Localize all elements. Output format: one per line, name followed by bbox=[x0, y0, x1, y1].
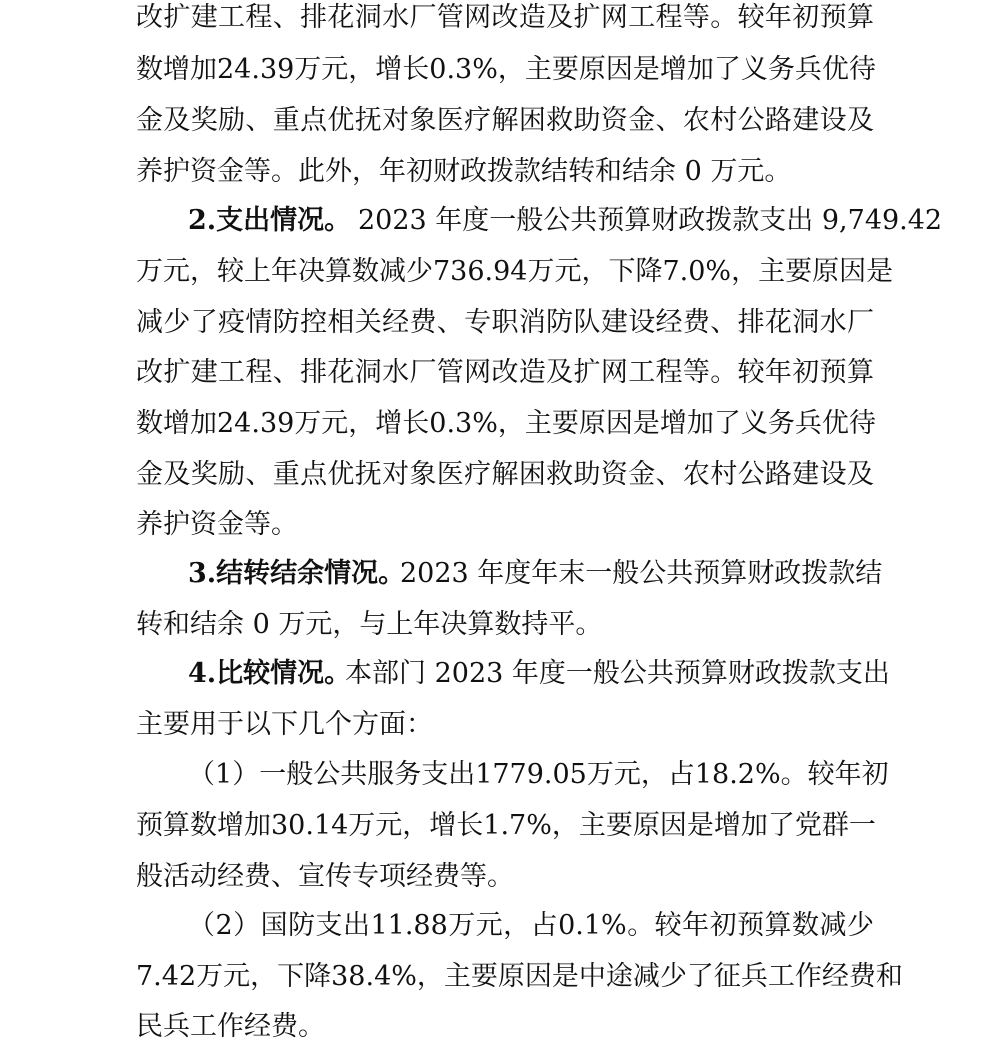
text-line bbox=[0, 252, 1000, 292]
text-line-content: 改 扩 建 工 程 、 排 花 洞 水 厂 管 网 改 造 及 扩 网 工 程 等 。 较 年 初 预 算 bbox=[136, 2, 874, 33]
section-text: 2023 年度一般公共预算财政拨款支出 9,749.42 bbox=[358, 205, 943, 236]
text-line-content: 减 少 了 疫 情 防 控 相 关 经 费 、 专 职 消 防 队 建 设 经 费 、 排 花 洞 水 厂 bbox=[136, 307, 874, 338]
text-line-content: 万 元 ， 较 上 年 决 算 数 减 少 736.94 万 元 ， 下 降 7.0% ， 主 要 原 因 是 bbox=[136, 256, 894, 287]
text-line bbox=[0, 303, 1000, 343]
section-heading-comparison: 4.比较情况。 bbox=[188, 658, 352, 689]
text-line bbox=[0, 353, 1000, 393]
text-line-content: 转和结余 0 万元，与上年决算数持平。 bbox=[136, 609, 603, 640]
text-line bbox=[0, 152, 1000, 192]
text-line-content: 金 及 奖 励 、 重 点 优 抚 对 象 医 疗 解 困 救 助 资 金 、 农 村 公 路 建 设 及 bbox=[136, 105, 874, 136]
text-line-content: （ 2 ） 国 防 支 出 11.88 万 元 ， 占 0.1% 。 较 年 初 预 算 数 减 少 bbox=[188, 910, 874, 941]
text-line bbox=[0, 0, 1000, 38]
text-line-content: 数 增 加 24.39 万 元 ， 增 长 0.3% ， 主 要 原 因 是 增 加 了 义 务 兵 优 待 bbox=[136, 54, 876, 85]
text-line-content: 养护资金等。 bbox=[136, 509, 298, 540]
text-line bbox=[0, 404, 1000, 444]
text-line-content: 般活动经费、宣传专项经费等。 bbox=[136, 861, 514, 892]
section-2-first-line bbox=[0, 201, 1000, 241]
text-line bbox=[0, 1007, 1000, 1047]
text-line bbox=[0, 806, 1000, 846]
section-3-first-line bbox=[0, 554, 1000, 594]
text-line-content: 改 扩 建 工 程 、 排 花 洞 水 厂 管 网 改 造 及 扩 网 工 程 等 。 较 年 初 预 算 bbox=[136, 357, 874, 388]
section-4-first-line bbox=[0, 654, 1000, 694]
text-line-content: 预 算 数 增 加 30.14 万 元 ， 增 长 1.7% ， 主 要 原 因 是 增 加 了 党 群 一 bbox=[136, 810, 876, 841]
text-line-content: （ 1 ） 一 般 公 共 服 务 支 出 1779.05 万 元 ， 占 18.2% 。 较 年 初 bbox=[188, 759, 889, 790]
text-line bbox=[0, 455, 1000, 495]
section-heading-carryover: 3.结转结余情况。 bbox=[188, 558, 406, 589]
item-2-first-line bbox=[0, 906, 1000, 946]
text-line-content: 金 及 奖 励 、 重 点 优 抚 对 象 医 疗 解 困 救 助 资 金 、 农 村 公 路 建 设 及 bbox=[136, 459, 874, 490]
text-line bbox=[0, 605, 1000, 645]
section-text: 2023 年度年末一般公共预算财政拨款结 bbox=[400, 558, 883, 589]
item-1-first-line bbox=[0, 755, 1000, 795]
text-line bbox=[0, 505, 1000, 545]
section-heading-expenditure: 2.支出情况。 bbox=[188, 205, 352, 236]
text-line bbox=[0, 50, 1000, 90]
text-line-content: 7.42 万 元 ， 下 降 38.4% ， 主 要 原 因 是 中 途 减 少 了 征 兵 工 作 经 费 和 bbox=[136, 961, 903, 992]
text-line-content: 民兵工作经费。 bbox=[136, 1011, 325, 1042]
text-line-content: 主要用于以下几个方面： bbox=[136, 709, 433, 740]
text-line-content: 数 增 加 24.39 万 元 ， 增 长 0.3% ， 主 要 原 因 是 增 加 了 义 务 兵 优 待 bbox=[136, 408, 876, 439]
section-text: 本部门 2023 年度一般公共预算财政拨款支出 bbox=[345, 658, 890, 689]
text-line bbox=[0, 705, 1000, 745]
text-line bbox=[0, 857, 1000, 897]
text-line-content: 养护资金等。此外，年初财政拨款结转和结余 0 万元。 bbox=[136, 156, 792, 187]
text-line bbox=[0, 957, 1000, 997]
text-line bbox=[0, 101, 1000, 141]
